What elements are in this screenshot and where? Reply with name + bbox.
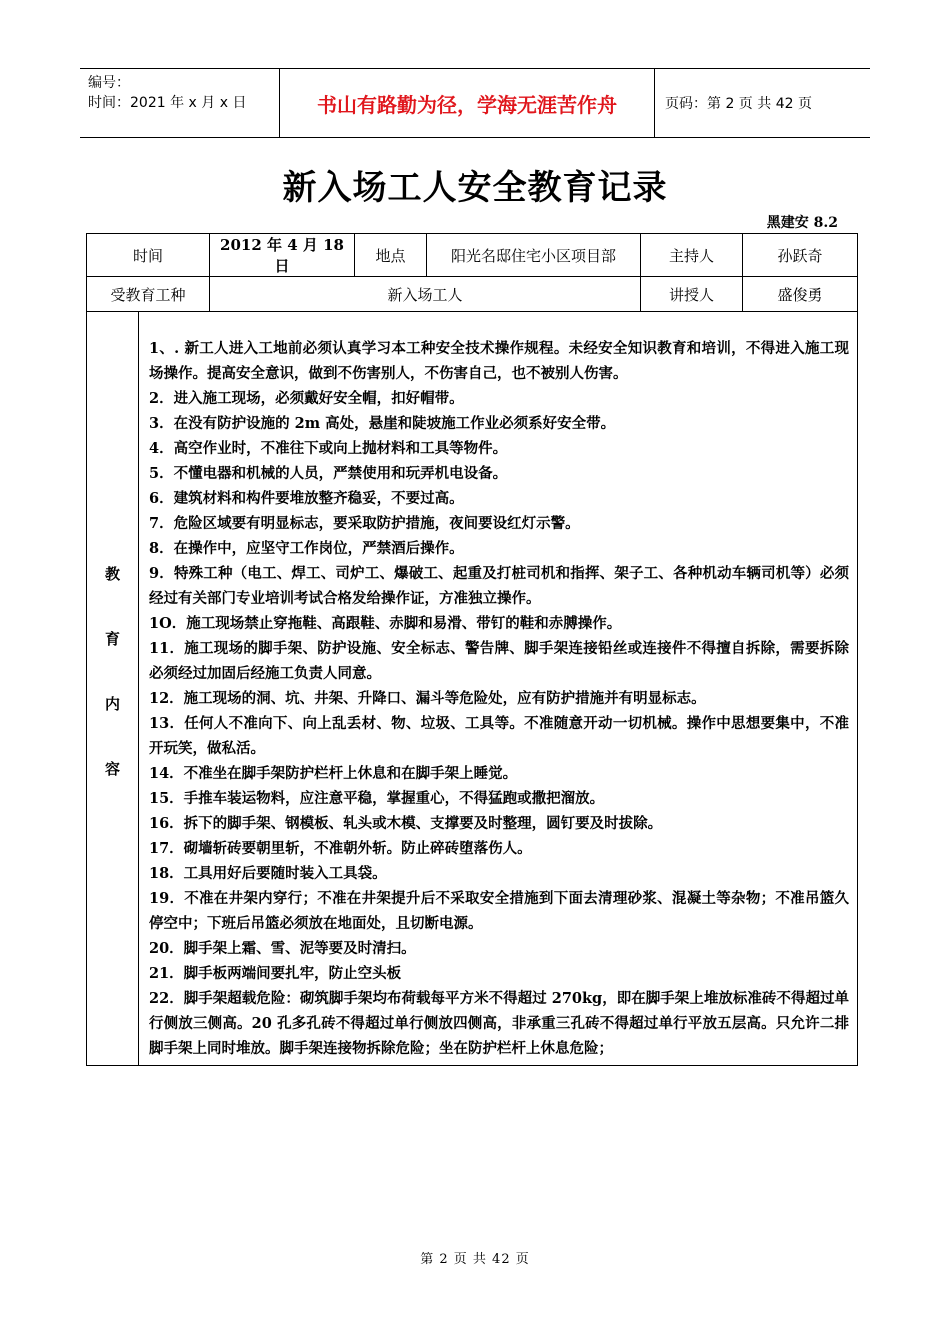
content-item: 20．脚手架上霜、雪、泥等要及时清扫。	[149, 940, 416, 957]
content-item: 7．危险区域要有明显标志，要采取防护措施，夜间要设红灯示警。	[149, 515, 580, 532]
place-value: 阳光名邸住宅小区项目部	[427, 234, 641, 277]
content-item: 16．拆下的脚手架、钢模板、轧头或木模、支撑要及时整理，圆钉要及时拔除。	[149, 815, 663, 832]
place-label: 地点	[355, 234, 427, 277]
content-item: 19．不准在井架内穿行；不准在井架提升后不采取安全措施到下面去清理砂浆、混凝土等杂物；不准吊篮久停空中；下班后吊篮必须放在地面处，且切断电源。	[149, 890, 850, 932]
header-motto: 书山有路勤为径，学海无涯苦作舟	[317, 92, 617, 117]
side-char: 容	[104, 759, 120, 778]
content-item: 5．不懂电器和机械的人员，严禁使用和玩弄机电设备。	[149, 465, 508, 482]
content-item: 1、. 新工人进入工地前必须认真学习本工种安全技术操作规程。未经安全知识教育和培训，不得进入施工现场操作。提高安全意识，做到不伤害别人，不伤害自己，也不被别人伤害。	[149, 340, 850, 382]
host-value: 孙跃奇	[743, 234, 858, 277]
side-char: 育	[104, 629, 120, 648]
content-item: 13．任何人不准向下、向上乱丢材、物、垃圾、工具等。不准随意开动一切机械。操作中思想要集中，不准开玩笑，做私活。	[149, 715, 850, 757]
time-value: 2012 年 4 月 18 日	[210, 234, 355, 277]
header-time: 时间：2021 年 x 月 x 日	[88, 95, 247, 111]
lecturer-value: 盛俊勇	[743, 277, 858, 312]
content-item: 14．不准坐在脚手架防护栏杆上休息和在脚手架上睡觉。	[149, 765, 518, 782]
side-char: 教	[104, 564, 120, 583]
header-number: 编号：	[88, 75, 130, 91]
host-label: 主持人	[641, 234, 743, 277]
table-row	[87, 234, 858, 277]
trade-label: 受教育工种	[87, 277, 210, 312]
trade-value: 新入场工人	[210, 277, 641, 312]
content-item: 11．施工现场的脚手架、防护设施、安全标志、警告牌、脚手架连接铅丝或连接件不得擅自拆除，需要拆除必须经过加固后经施工负责人同意。	[149, 640, 850, 682]
education-record-table	[86, 233, 858, 1066]
content-item: 1O．施工现场禁止穿拖鞋、高跟鞋、赤脚和易滑、带钉的鞋和赤膊操作。	[149, 615, 622, 632]
document-code: 黑建安 8.2	[766, 215, 838, 231]
content-item: 17．砌墙斩砖要朝里斩，不准朝外斩。防止碎砖堕落伤人。	[149, 840, 532, 857]
time-label: 时间	[87, 234, 210, 277]
header-meta	[88, 73, 278, 113]
side-char: 内	[104, 694, 120, 713]
content-item: 12．施工现场的洞、坑、井架、升降口、漏斗等危险处，应有防护措施并有明显标志。	[149, 690, 706, 707]
content-item: 22．脚手架超载危险：砌筑脚手架均布荷载每平方米不得超过 270kg，即在脚手架上堆放标准砖不得超过单行侧放三侧高。20 孔多孔砖不得超过单行侧放四侧高，非承重三孔砖不得超过单行平放五层高。只允许二排脚手架上同时堆放。脚手架连接物拆除危险；坐在防护栏杆上休息危险；	[149, 990, 850, 1057]
content-item: 15．手推车装运物料，应注意平稳，掌握重心，不得猛跑或撒把溜放。	[149, 790, 605, 807]
page-footer: 第 2 页 共 42 页	[420, 1252, 530, 1267]
lecturer-label: 讲授人	[641, 277, 743, 312]
content-item: 4．高空作业时，不准往下或向上抛材料和工具等物件。	[149, 440, 508, 457]
header-page-info: 页码：第 2 页 共 42 页	[665, 96, 812, 112]
page-header	[80, 68, 870, 138]
document-title: 新入场工人安全教育记录	[282, 168, 668, 208]
content-item: 21．脚手板两端间要扎牢，防止空头板	[149, 965, 402, 982]
content-item: 6．建筑材料和构件要堆放整齐稳妥，不要过高。	[149, 490, 464, 507]
content-item: 3．在没有防护设施的 2m 高处，悬崖和陡坡施工作业必须系好安全带。	[149, 415, 616, 432]
content-side-label	[87, 312, 139, 1066]
table-row	[87, 312, 858, 1066]
content-item: 2．进入施工现场，必须戴好安全帽，扣好帽带。	[149, 390, 464, 407]
content-item: 18．工具用好后要随时装入工具袋。	[149, 865, 387, 882]
education-content	[139, 312, 858, 1066]
table-row	[87, 277, 858, 312]
content-item: 8．在操作中，应坚守工作岗位，严禁酒后操作。	[149, 540, 464, 557]
header-divider	[654, 69, 655, 137]
content-item: 9．特殊工种（电工、焊工、司炉工、爆破工、起重及打桩司机和指挥、架子工、各种机动车辆司机等）必须经过有关部门专业培训考试合格发给操作证，方准独立操作。	[149, 565, 850, 607]
